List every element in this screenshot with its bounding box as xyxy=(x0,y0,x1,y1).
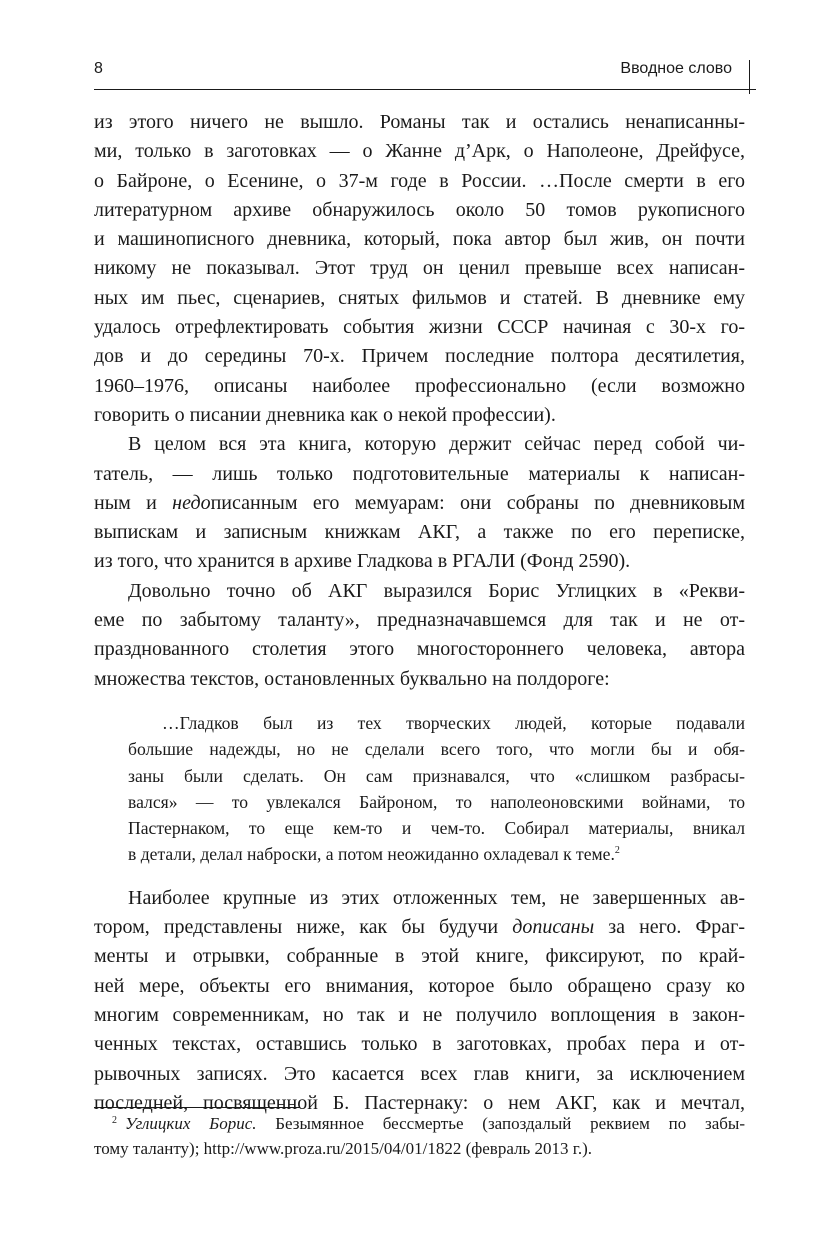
text-line: литературном архиве обнаружилось около 50 томов рукописного xyxy=(94,198,745,221)
paragraph-2 xyxy=(94,430,745,576)
text-line: ченных текстах, оставшись только в заготовках, пробах пера и от- xyxy=(94,1033,745,1056)
text-line: ней мере, объекты его внимания, которое было обращено сразу ко xyxy=(94,974,745,997)
text-line: и машинописного дневника, который, пока автор был жив, он почти xyxy=(94,228,745,251)
text-line: последней, посвященной Б. Пастернаку: о нем АКГ, как и мечтал, xyxy=(94,1091,745,1114)
footnote-rule xyxy=(94,1107,300,1108)
text-line: ным и недописанным его мемуарам: они собраны по дневниковым xyxy=(94,491,745,514)
text-line: о Байроне, о Есенине, о 37-м годе в России. …После смерти в его xyxy=(94,169,745,192)
text-line: менты и отрывки, собранные в этой книге, фиксируют, по край- xyxy=(94,945,745,968)
text-line: из того, что хранится в архиве Гладкова в РГАЛИ (Фонд 2590). xyxy=(94,550,631,573)
text-line: ных им пьес, сценариев, снятых фильмов и статей. В дневнике ему xyxy=(94,286,745,309)
quote-line: заны были сделать. Он сам признавался, что «слишком разбрасы- xyxy=(128,765,745,786)
footnote-author: Углицких Борис. xyxy=(125,1114,257,1133)
body-text xyxy=(94,108,745,1118)
text-line: татель, — лишь только подготовительные материалы к написан- xyxy=(94,462,745,485)
text-line: дов и до середины 70-х. Причем последние полтора десятилетия, xyxy=(94,345,745,368)
quote-line: Пастернаком, то еще кем-то и чем-то. Собирал материалы, вникал xyxy=(128,818,745,839)
block-quote xyxy=(128,710,745,868)
text-line: многим современникам, но так и не получило воплощения в закон- xyxy=(94,1003,745,1026)
text-line: Наиболее крупные из этих отложенных тем, не завершенных ав- xyxy=(128,886,745,909)
text-line: множества текстов, остановленных буквально на полдороге: xyxy=(94,667,610,690)
text-line: 1960–1976, описаны наиболее профессионально (если возможно xyxy=(94,374,745,397)
footnote-line: $^2$ Углицких Борис. Безымянное бессмертье (запоздалый реквием по забы- xyxy=(112,1114,746,1133)
text-line: еме по забытому таланту», предназначавшемся для так и не от- xyxy=(94,609,745,632)
italic-emphasis: недо xyxy=(172,491,211,514)
header-tick xyxy=(749,60,750,94)
footnote-line: тому таланту); http://www.proza.ru/2015/04/01/1822 (февраль 2013 г.). xyxy=(94,1139,592,1158)
text-line: из этого ничего не вышло. Романы так и остались ненаписанны- xyxy=(94,111,745,133)
running-title: Вводное слово xyxy=(620,60,732,77)
text-line: ми, только в заготовках — о Жанне д’Арк, о Наполеоне, Дрейфусе, xyxy=(94,140,745,163)
text-line: В целом вся эта книга, которую держит сейчас перед собой чи- xyxy=(128,433,745,456)
header-rule xyxy=(94,89,756,90)
text-line: выпискам и записным книжкам АКГ, а также по его переписке, xyxy=(94,521,745,544)
text-line: Довольно точно об АКГ выразился Борис Углицких в «Рекви- xyxy=(128,579,745,602)
quote-line: …Гладков был из тех творческих людей, которые подавали xyxy=(162,712,745,733)
footnote-ref[interactable]: 2 xyxy=(614,845,620,857)
text-line: рывочных записях. Это касается всех глав книги, за исключением xyxy=(94,1062,745,1085)
text-line: говорить о писании дневника как о некой профессии). xyxy=(94,403,556,426)
paragraph-3 xyxy=(94,577,745,694)
page-number: 8 xyxy=(94,60,103,77)
footnote xyxy=(94,1111,745,1161)
quote-line: в детали, делал наброски, а потом неожиданно охладевал к теме.$^2$ xyxy=(128,844,620,865)
text-line: удалось отрефлектировать события жизни СССР начиная с 30-х го- xyxy=(94,316,745,339)
text-line: тором, представлены ниже, как бы будучи дописаны за него. Фраг- xyxy=(94,916,745,939)
paragraph-4 xyxy=(94,884,745,1118)
quote-line: вался» — то увлекался Байроном, то наполеоновскими войнами, то xyxy=(128,791,745,812)
italic-emphasis: дописаны xyxy=(512,916,595,939)
quote-line: большие надежды, но не сделали всего того, что могли бы и обя- xyxy=(128,739,745,760)
footnote-number: 2 xyxy=(112,1115,117,1126)
text-line: празднованного столетия этого многостороннего человека, автора xyxy=(94,638,745,661)
text-line: никому не показывал. Этот труд он ценил превыше всех написан- xyxy=(94,257,745,280)
paragraph-1 xyxy=(94,108,745,430)
